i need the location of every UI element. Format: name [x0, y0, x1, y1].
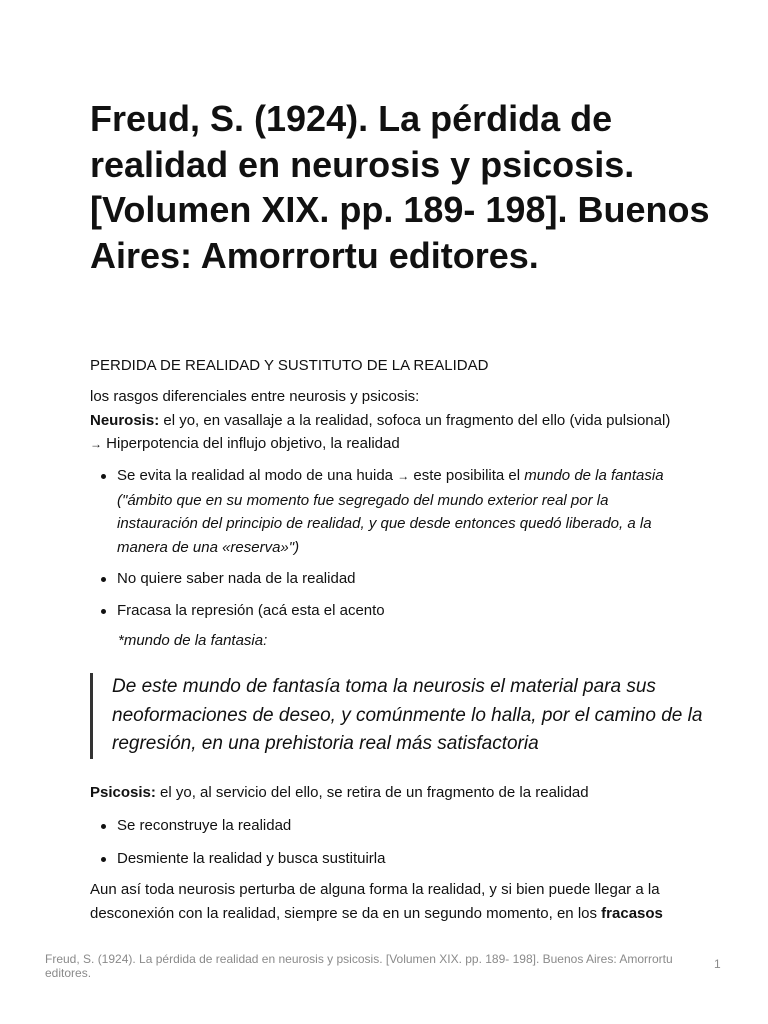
neurosis-bullet-list	[90, 464, 680, 630]
list-item: No quiere saber nada de la realidad	[90, 567, 680, 591]
intro-text: los rasgos diferenciales entre neurosis y psicosis:	[90, 388, 420, 405]
bullet-text: este posibilita el	[409, 467, 525, 484]
neurosis-result	[90, 432, 690, 457]
neurosis-label: Neurosis:	[90, 411, 160, 429]
fantasy-note: *mundo de la fantasia:	[118, 632, 268, 649]
document-title: Freud, S. (1924). La pérdida de realidad en neurosis y psicosis. [Volumen XIX. pp. 189- 198]. Buenos Aires: Amorrortu editores.	[90, 98, 710, 276]
page-footer: Freud, S. (1924). La pérdida de realidad en neurosis y psicosis. [Volumen XIX. pp. 189- 198]. Buenos Aires: Amorrortu editores.	[45, 952, 673, 980]
psicosis-label: Psicosis:	[90, 784, 156, 801]
closing-paragraph	[90, 878, 690, 925]
neurosis-text: el yo, en vasallaje a la realidad, sofoca un fragmento del ello (vida pulsional)	[159, 411, 671, 429]
list-item: Fracasa la represión (acá esta el acento	[90, 599, 680, 623]
psicosis-definition	[90, 781, 589, 805]
closing-bold-word: fracasos	[601, 904, 663, 922]
bullet-text: Se evita la realidad al modo de una huida	[117, 467, 398, 484]
arrow-icon: →	[90, 437, 102, 451]
closing-text: Aun así toda neurosis perturba de alguna forma la realidad, y si bien puede llegar a la desconexión con la realidad, siempre se da en un segundo momento, en los	[90, 881, 660, 922]
neurosis-result-text: Hiperpotencia del influjo objetivo, la realidad	[102, 435, 400, 452]
list-item: Se reconstruye la realidad	[90, 814, 680, 838]
list-item	[90, 464, 680, 559]
list-item: Desmiente la realidad y busca sustituirla	[90, 847, 680, 871]
neurosis-definition	[90, 409, 690, 433]
page-number: 1	[714, 957, 721, 971]
neurosis-intro	[90, 385, 690, 457]
psicosis-text: el yo, al servicio del ello, se retira de un fragmento de la realidad	[155, 784, 589, 801]
block-quote: De este mundo de fantasía toma la neurosis el material para sus neoformaciones de deseo, y comúnmente lo halla, por el camino de la regresión, en una prehistoria real más satisfactoria	[90, 673, 712, 759]
section-heading: PERDIDA DE REALIDAD Y SUSTITUTO DE LA REALIDAD	[90, 357, 489, 374]
psicosis-bullet-list	[90, 814, 680, 879]
arrow-icon: →	[397, 469, 410, 483]
fantasy-definition: mundo de la fantasia ("ámbito que en su momento fue segregado del mundo exterior real por la instauración del principio de realidad, y que desde entonces quedó liberado, a la manera de una «reserva»")	[117, 467, 664, 556]
